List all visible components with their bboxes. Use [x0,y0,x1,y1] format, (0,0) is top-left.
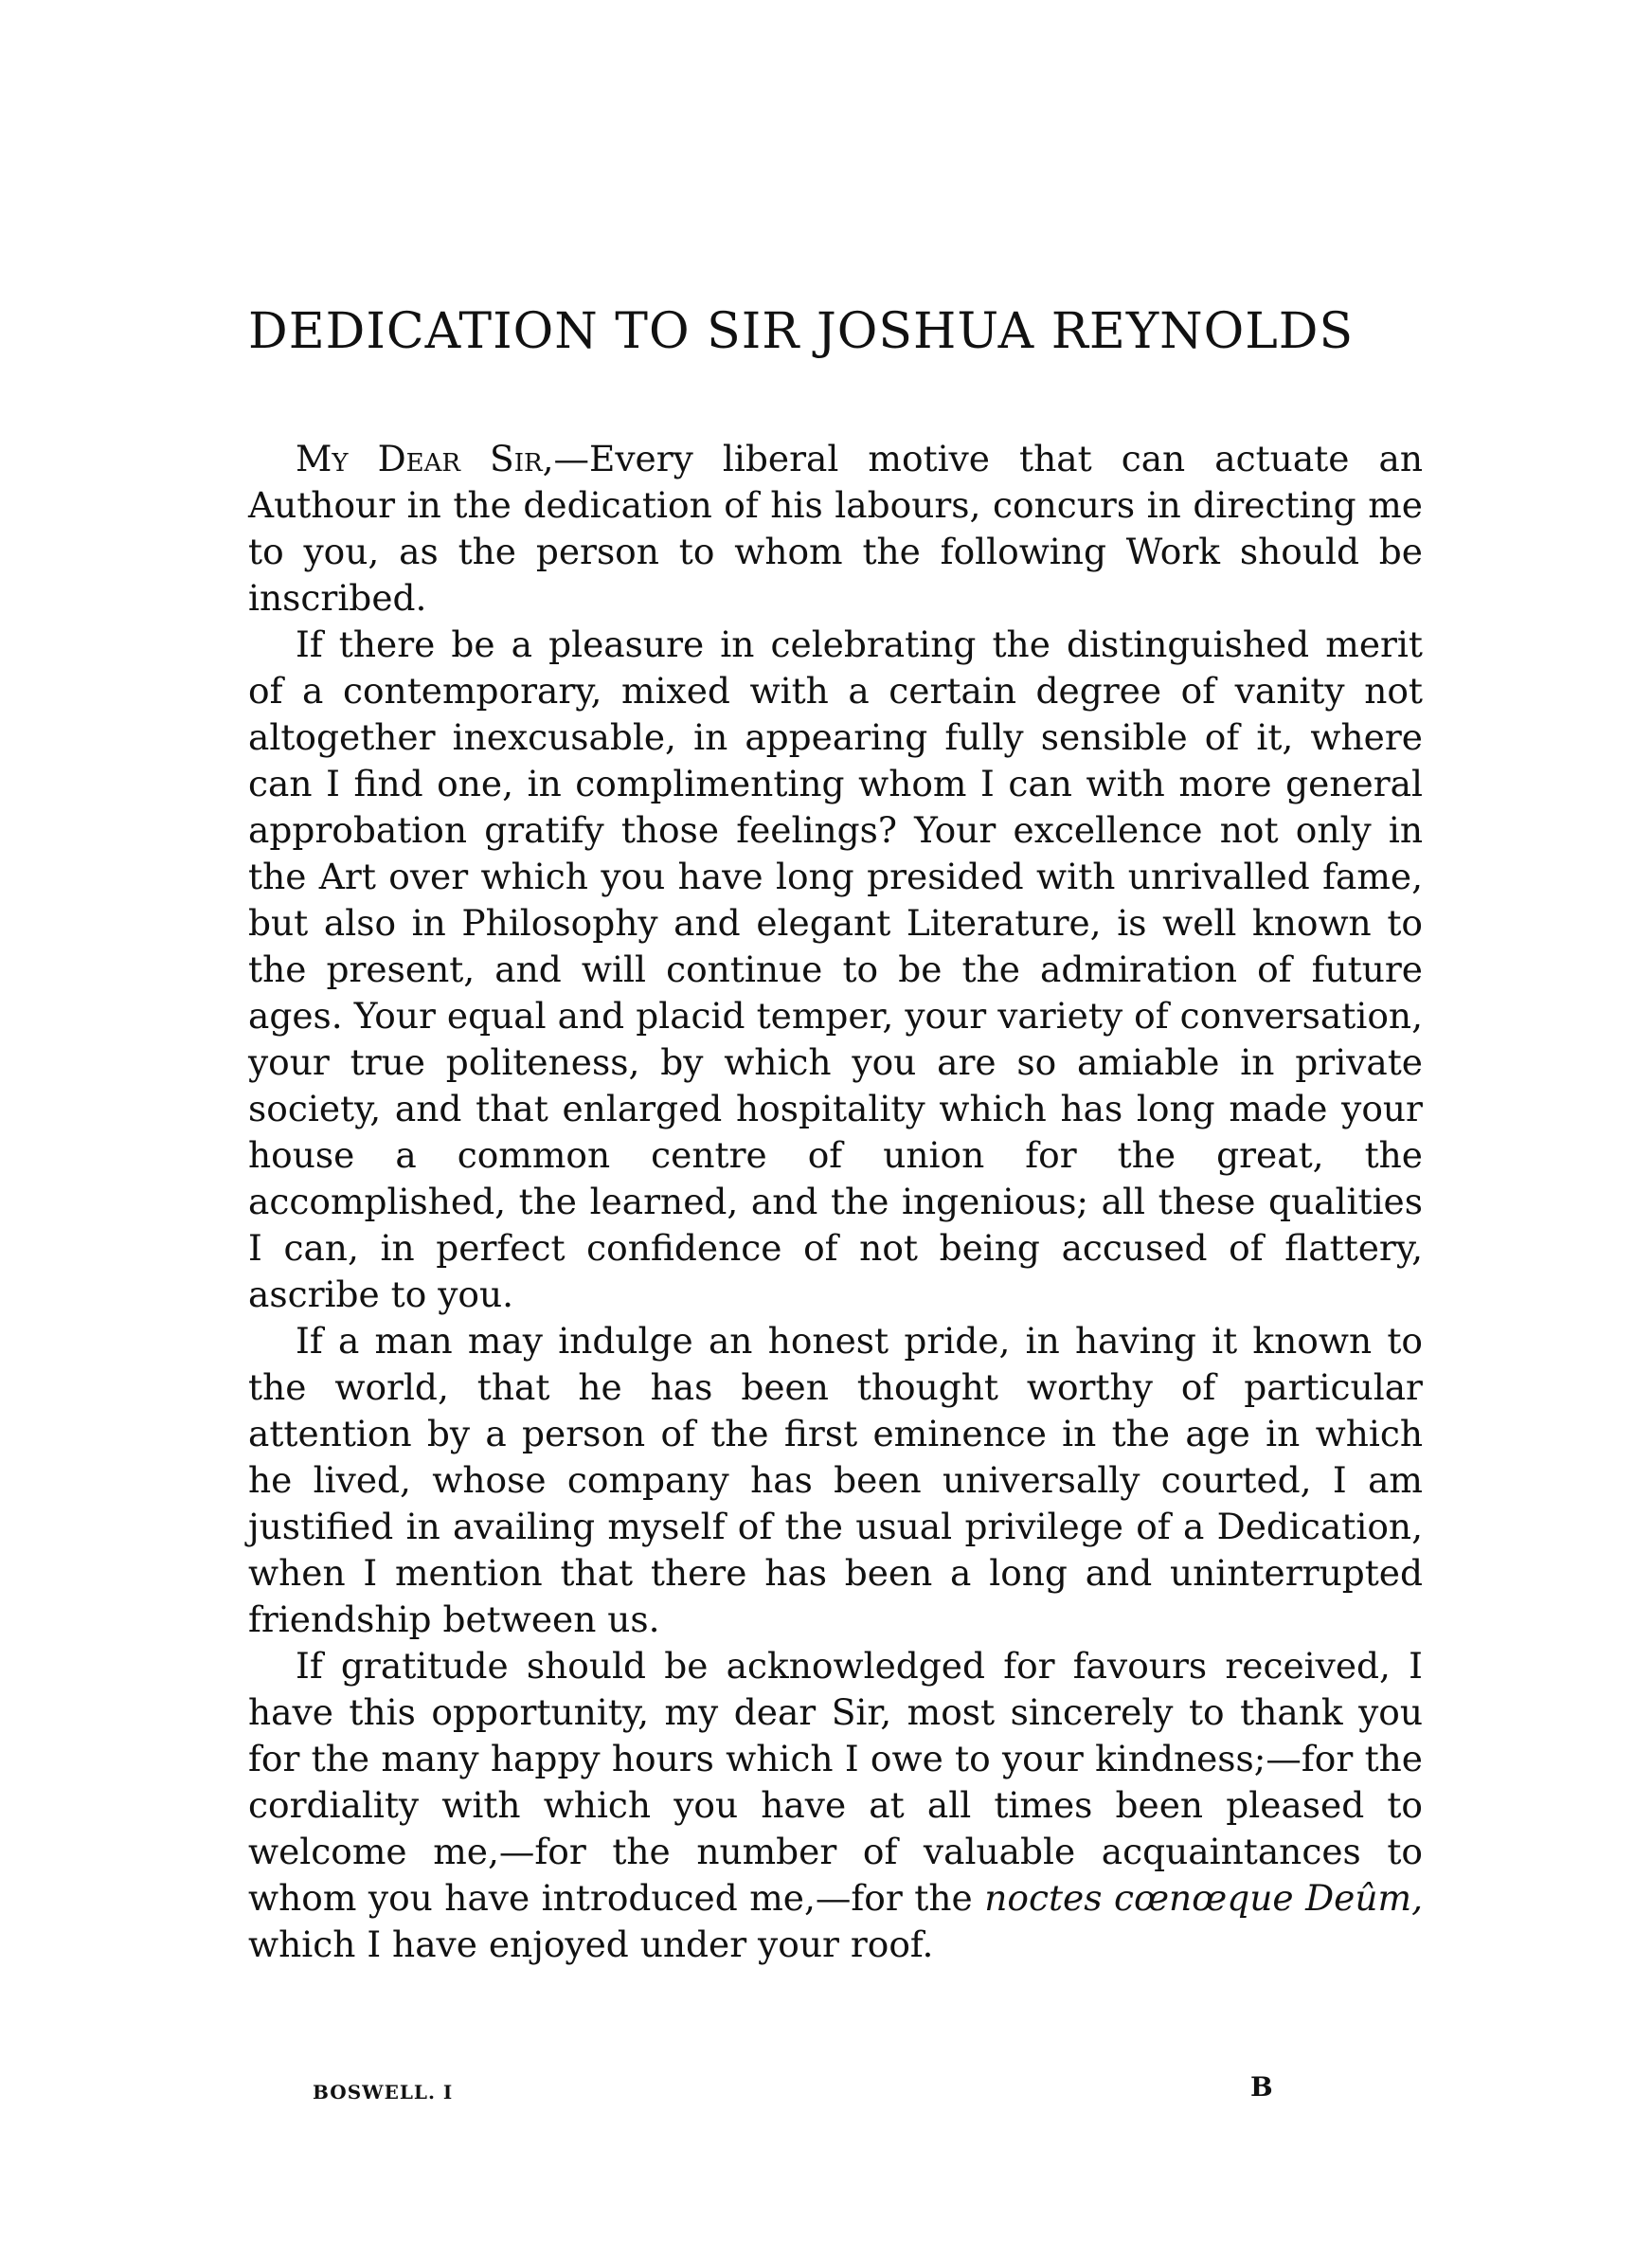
signature-letter: B [1250,2071,1273,2103]
paragraph-1-text: —Every liberal motive that can actuate an Authour in the dedication of his labours, concurs in directing me to you, as the person to whom the following Work should be inscribed. [248,438,1423,619]
paragraph-4-text-before: If gratitude should be acknowledged for favours received, I have this opportunity, my dear Sir, most sincerely to thank you for the many happy hours which I owe to your kindness;—for the cordiality with which you have at all times been pleased to welcome me,—for the number of valuable acquaintances to whom you have introduced me,—for the [248,1645,1423,1919]
salutation: My Dear Sir, [296,438,554,479]
dedication-paragraph-4 [248,1643,1423,1968]
dedication-body [248,436,1423,1968]
dedication-paragraph-1 [248,436,1423,622]
latin-phrase: noctes cœnœque Deûm, [984,1877,1423,1919]
paragraph-4-text-after: which I have enjoyed under your roof. [248,1923,934,1965]
dedication-paragraph-2: If there be a pleasure in celebrating the distinguished merit of a contemporary, mixed with a certain degree of vanity not altogether inexcusable, in appearing fully sensible of it, where can I find one, in complimenting whom I can with more general approbation gratify those feelings? Your excellence not only in the Art over which you have long presided with unrivalled fame, but also in Philosophy and elegant Literature, is well known to the present, and will continue to be the admiration of future ages. Your equal and placid temper, your variety of conversation, your true politeness, by which you are so amiable in private society, and that enlarged hospitality which has long made your house a common centre of union for the great, the accomplished, the learned, and the ingenious; all these qualities I can, in perfect confidence of not being accused of flattery, ascribe to you. [248,623,1423,1315]
printer-signature: BOSWELL. I [313,2081,454,2104]
dedication-paragraph-3: If a man may indulge an honest pride, in having it known to the world, that he has been thought worthy of particular attention by a person of the first eminence in the age in which he lived, whose company has been universally courted, I am justified in availing myself of the usual privilege of a Dedication, when I mention that there has been a long and uninterrupted friendship between us. [248,1320,1423,1640]
page-title: DEDICATION TO SIR JOSHUA REYNOLDS [248,303,1355,360]
